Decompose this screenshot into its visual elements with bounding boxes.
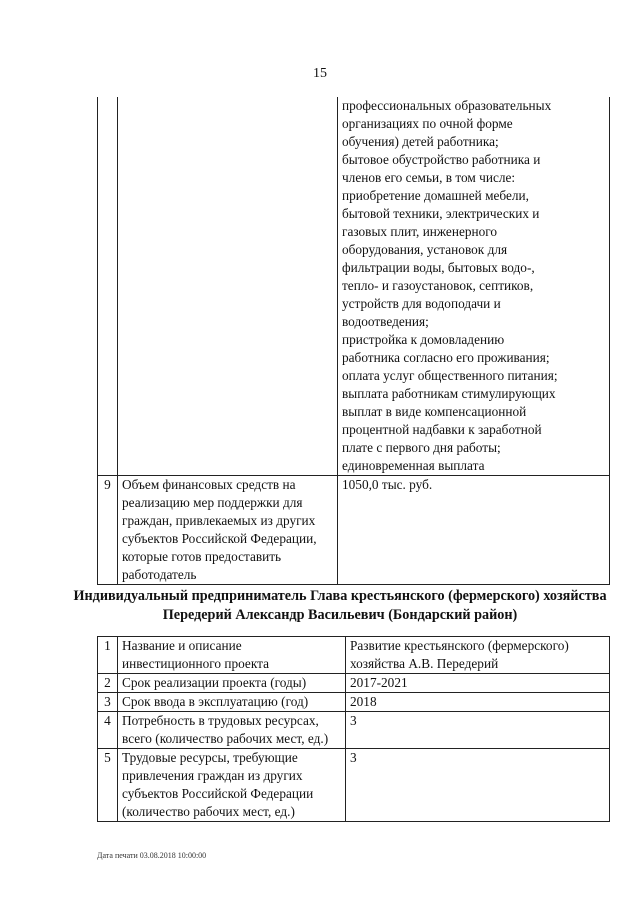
label-cell: Срок ввода в эксплуатацию (год) [118,693,346,712]
text-line: тепло- и газоустановок, септиков, [342,278,534,293]
label-cell: Потребность в трудовых ресурсах, всего (количество рабочих мест, ед.) [118,712,346,749]
text-line: организациях по очной форме [342,116,513,131]
value-cell: 3 [346,712,610,749]
table-row [98,749,610,822]
text-line: устройств для водоподачи и [342,296,501,311]
print-date-footer: Дата печати 03.08.2018 10:00:00 [97,851,207,860]
requirements-table-continuation [97,97,610,585]
text-line: фильтрации воды, бытовых водо-, [342,260,535,275]
row-number-cell: 1 [98,637,118,674]
value-cell: 2018 [346,693,610,712]
text-line: выплат в виде компенсационной [342,404,527,419]
value-cell: 3 [346,749,610,822]
label-cell: Объем финансовых средств на реализацию мер поддержки для граждан, привлекаемых из других субъектов Российской Федерации, которые готов предоставить работодатель [118,476,338,585]
text-line: единовременная выплата [342,458,485,473]
text-line: плате с первого дня работы; [342,440,501,455]
value-cell: 1050,0 тыс. руб. [338,476,610,585]
table-row [98,476,610,585]
project-table [97,636,610,822]
text-line: обучения) детей работника; [342,134,499,149]
row-number-cell [98,97,118,476]
value-cell: Развитие крестьянского (фермерского) хозяйства А.В. Передерий [346,637,610,674]
section-heading: Индивидуальный предприниматель Глава крестьянского (фермерского) хозяйства Передерий Александр Васильевич (Бондарский район) [73,588,607,623]
row-number-cell: 4 [98,712,118,749]
label-cell: Срок реализации проекта (годы) [118,674,346,693]
text-line: оборудования, установок для [342,242,508,257]
text-line: пристройка к домовладению [342,332,505,347]
text-line: работника согласно его проживания; [342,350,550,365]
page-number: 15 [313,66,327,81]
text-line: выплата работникам стимулирующих [342,386,556,401]
text-line: бытовое обустройство работника и [342,152,541,167]
text-line: приобретение домашней мебели, [342,188,529,203]
table-row [98,97,610,476]
row-number-cell: 5 [98,749,118,822]
text-line: бытовой техники, электрических и [342,206,540,221]
row-number-cell: 2 [98,674,118,693]
row-number-cell: 3 [98,693,118,712]
table-row [98,637,610,674]
text-line: процентной надбавки к заработной [342,422,542,437]
label-cell: Название и описание инвестиционного проекта [118,637,346,674]
text-line: оплата услуг общественного питания; [342,368,558,383]
text-line: водоотведения; [342,314,429,329]
text-line: профессиональных образовательных [342,98,552,113]
label-cell: Трудовые ресурсы, требующие привлечения граждан из других субъектов Российской Федерации (количество рабочих мест, ед.) [118,749,346,822]
text-line: членов его семьи, в том числе: [342,170,516,185]
text-line: газовых плит, инженерного [342,224,498,239]
table-row [98,674,610,693]
row-number-cell: 9 [98,476,118,585]
label-cell [118,97,338,476]
value-cell: 2017-2021 [346,674,610,693]
table-row [98,693,610,712]
value-cell [338,97,610,476]
table-row [98,712,610,749]
